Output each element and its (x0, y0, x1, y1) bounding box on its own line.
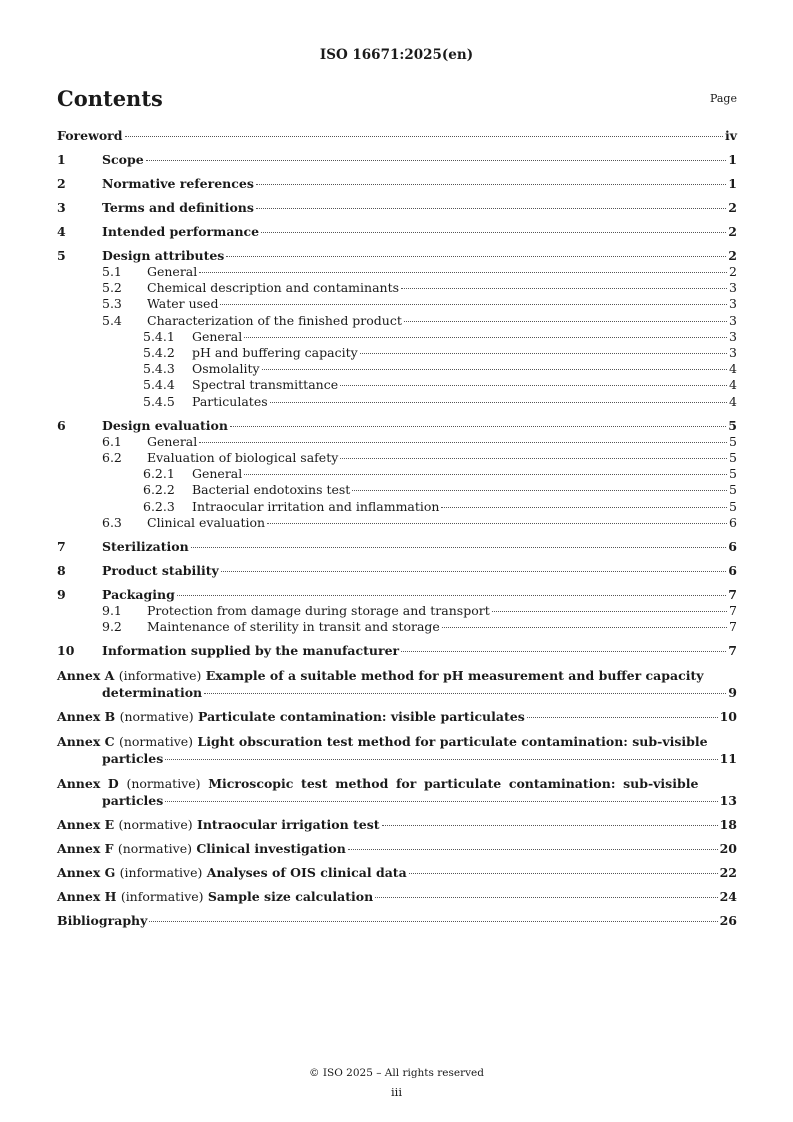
toc-entry-page: 5 (729, 466, 737, 482)
toc-entry-section-8[interactable] (57, 563, 737, 579)
dot-leader (204, 693, 726, 694)
dot-leader (165, 801, 717, 802)
toc-entry-section-5-4-5[interactable] (57, 394, 737, 410)
toc-entry-annex-b[interactable] (57, 709, 737, 725)
page-column-label: Page (709, 92, 737, 105)
toc-entry-title: Spectral transmittance (192, 377, 339, 393)
dot-leader (270, 402, 727, 403)
annex-kind: (normative) (126, 776, 201, 792)
dot-leader (375, 897, 717, 898)
toc-entry-title: Osmolality (192, 361, 260, 377)
toc-entry-number: 5.4.1 (143, 328, 175, 344)
dot-leader (256, 184, 726, 185)
toc-entry-page: 5 (729, 433, 737, 449)
dot-leader (191, 547, 727, 548)
dot-leader (244, 337, 727, 338)
toc-entry-title: Design evaluation (102, 417, 228, 433)
annex-title: Intraocular irrigation test (196, 817, 380, 833)
toc-entry-number: 5.4.4 (143, 377, 175, 393)
toc-entry-title: Protection from damage during storage and transport (147, 603, 490, 619)
toc-entry-title: Intraocular irritation and inflammation (192, 498, 440, 514)
toc-entry-page: 6 (729, 514, 737, 530)
toc-entry-page: 5 (728, 417, 737, 433)
toc-entry-number: 6.1 (102, 433, 122, 449)
dot-leader (352, 490, 727, 491)
toc-entry-number: 5.4.5 (143, 393, 175, 409)
dot-leader (409, 873, 718, 874)
dot-leader (404, 321, 727, 322)
dot-leader (267, 523, 727, 524)
toc-entry-section-10[interactable] (57, 643, 737, 659)
toc-entry-bibliography[interactable] (57, 913, 737, 929)
annex-label: Annex A (57, 668, 115, 684)
toc-entry-number: 9.2 (102, 619, 122, 635)
toc-entry-title: Bibliography (57, 913, 148, 929)
dot-leader (340, 458, 727, 459)
toc-entry-annex-f[interactable] (57, 841, 737, 857)
dot-leader (220, 304, 727, 305)
toc-entry-title: Design attributes (102, 248, 225, 263)
dot-leader (230, 426, 726, 427)
toc-entry-page: 13 (719, 793, 737, 809)
annex-title: Example of a suitable method for pH measurement and buffer capacity (205, 668, 704, 684)
toc-entry-number: 1 (57, 152, 66, 167)
annex-label: Annex F (57, 841, 114, 857)
toc-entry-number: 5 (57, 248, 66, 263)
toc-entry-section-9[interactable] (57, 587, 737, 603)
toc-entry-number: 5.4 (102, 312, 122, 328)
annex-label: Annex H (57, 889, 117, 905)
annex-title: Microscopic test method for particulate contamination: sub-visible (208, 776, 699, 792)
toc-entry-section-5-3[interactable] (57, 296, 737, 312)
toc-entry-page: 3 (729, 296, 737, 312)
toc-entry-page: 3 (729, 280, 737, 296)
toc-entry-section-5-4[interactable] (57, 313, 737, 329)
toc-entry-page: 20 (719, 841, 737, 857)
toc-entry-number: 4 (57, 224, 66, 239)
annex-kind: (informative) (119, 865, 203, 881)
toc-entry-page: iv (724, 128, 737, 143)
toc-entry-number: 6.2.1 (143, 466, 175, 482)
toc-entry-number: 5.2 (102, 280, 122, 296)
annex-label: Annex G (57, 865, 116, 881)
toc-entry-title: General (147, 264, 198, 279)
toc-entry-number: 6.3 (102, 514, 122, 530)
toc-entry-section-6-2[interactable] (57, 450, 737, 466)
toc-entry-title: Characterization of the finished product (147, 312, 402, 328)
toc-entry-page: 24 (719, 889, 737, 905)
toc-entry-section-4[interactable] (57, 224, 737, 240)
toc-entry-section-5-4-4[interactable] (57, 377, 737, 393)
toc-entry-title: Scope (102, 152, 144, 167)
annex-kind: (informative) (118, 668, 202, 684)
annex-title: Light obscuration test method for particulate contamination: sub-visible (197, 734, 708, 750)
toc-entry-number: 7 (57, 539, 66, 555)
page-number: iii (390, 1085, 403, 1099)
toc-entry-page: 11 (719, 751, 737, 767)
toc-entry-page: 3 (729, 328, 737, 344)
toc-entry-number: 6 (57, 417, 66, 433)
toc-entry-page: 5 (729, 498, 737, 514)
toc-entry-page: 5 (729, 450, 737, 466)
annex-title: Analyses of OIS clinical data (206, 865, 407, 881)
toc-entry-number: 5.4.3 (143, 361, 175, 377)
toc-entry-page: 1 (728, 152, 737, 167)
toc-entry-section-3[interactable] (57, 200, 737, 216)
toc-entry-section-6-2-3[interactable] (57, 499, 737, 515)
toc-entry-title: General (192, 466, 243, 482)
toc-entry-page: 3 (729, 345, 737, 361)
dot-leader (401, 288, 727, 289)
toc-entry-title: Packaging (102, 587, 175, 603)
toc-entry-section-5-1[interactable] (57, 264, 737, 280)
toc-entry-page: 4 (729, 377, 737, 393)
dot-leader (262, 369, 727, 370)
toc-entry-section-5[interactable] (57, 248, 737, 264)
annex-kind: (informative) (120, 889, 204, 905)
dot-leader (226, 256, 726, 257)
toc-entry-page: 10 (719, 709, 737, 725)
toc-entry-page: 2 (728, 200, 737, 215)
toc-entry-title: Water used (147, 296, 219, 312)
toc-entry-page: 4 (729, 361, 737, 377)
document-id: ISO 16671:2025(en) (319, 47, 474, 63)
toc-entry-section-5-2[interactable] (57, 280, 737, 296)
dot-leader (442, 627, 727, 628)
toc-entry-section-5-4-3[interactable] (57, 361, 737, 377)
toc-entry-title: Evaluation of biological safety (147, 450, 339, 466)
toc-entry-page: 6 (728, 539, 737, 555)
toc-entry-section-6[interactable] (57, 418, 737, 434)
dot-leader (165, 759, 717, 760)
annex-label: Annex E (57, 817, 115, 833)
toc-entry-page: 7 (729, 619, 737, 635)
toc-entry-annex-c[interactable] (57, 733, 737, 767)
toc-entry-annex-e[interactable] (57, 817, 737, 833)
toc-entry-number: 5.3 (102, 296, 122, 312)
dot-leader (340, 385, 727, 386)
toc-entry-page: 2 (728, 248, 737, 263)
toc-entry-number: 6.2.2 (143, 482, 175, 498)
toc-entry-title: Bacterial endotoxins test (192, 482, 351, 498)
toc-entry-page: 1 (728, 176, 737, 191)
dot-leader (348, 849, 718, 850)
toc-entry-title: Maintenance of sterility in transit and storage (147, 619, 440, 635)
dot-leader (221, 571, 726, 572)
toc-entry-title: Particulates (192, 393, 268, 409)
toc-entry-number: 9 (57, 587, 66, 603)
toc-entry-number: 6.2 (102, 450, 122, 466)
copyright-notice: © ISO 2025 – All rights reserved (309, 1067, 484, 1079)
annex-kind: (normative) (117, 841, 192, 857)
toc-entry-section-9-1[interactable] (57, 603, 737, 619)
toc-entry-title: pH and buffering capacity (192, 345, 358, 361)
toc-entry-title: Clinical evaluation (147, 514, 266, 530)
dot-leader (261, 232, 726, 233)
toc-entry-annex-h[interactable] (57, 889, 737, 905)
toc-entry-page: 7 (728, 587, 737, 603)
annex-kind: (normative) (118, 734, 194, 750)
annex-label: Annex D (57, 776, 119, 792)
toc-entry-page: 6 (728, 563, 737, 579)
toc-entry-section-1[interactable] (57, 152, 737, 168)
toc-entry-page: 5 (729, 482, 737, 498)
toc-entry-number: 10 (57, 643, 75, 659)
annex-title-continuation: particles (102, 793, 164, 809)
toc-entry-section-9-2[interactable] (57, 619, 737, 635)
toc-entry-section-6-2-2[interactable] (57, 482, 737, 498)
dot-leader (382, 825, 718, 826)
dot-leader (146, 160, 727, 161)
annex-kind: (normative) (119, 709, 194, 725)
toc-entry-title: Chemical description and contaminants (147, 280, 400, 296)
dot-leader (360, 353, 727, 354)
toc-entry-section-5-4-1[interactable] (57, 329, 737, 345)
dot-leader (199, 442, 727, 443)
toc-entry-section-5-4-2[interactable] (57, 345, 737, 361)
toc-entry-title: General (147, 433, 198, 449)
toc-entry-foreword[interactable] (57, 128, 737, 144)
toc-entry-number: 5.4.2 (143, 345, 175, 361)
dot-leader (401, 651, 726, 652)
dot-leader (177, 595, 726, 596)
toc-entry-number: 3 (57, 200, 66, 215)
toc-entry-page: 2 (729, 264, 737, 279)
annex-title-continuation: determination (102, 685, 203, 701)
toc-entry-section-2[interactable] (57, 176, 737, 192)
dot-leader (256, 208, 726, 209)
toc-entry-title: Information supplied by the manufacturer (102, 643, 400, 659)
dot-leader (527, 717, 718, 718)
toc-entry-page: 7 (728, 643, 737, 659)
annex-label: Annex B (57, 709, 116, 725)
toc-entry-section-6-2-1[interactable] (57, 466, 737, 482)
toc-entry-title: Product stability (102, 563, 219, 579)
toc-entry-title: Intended performance (102, 224, 260, 239)
annex-title: Clinical investigation (196, 841, 346, 857)
toc-entry-page: 22 (719, 865, 737, 881)
dot-leader (244, 474, 727, 475)
contents-title: Contents (57, 86, 163, 111)
dot-leader (125, 136, 723, 137)
toc-entry-annex-g[interactable] (57, 865, 737, 881)
toc-entry-page: 2 (728, 224, 737, 239)
toc-entry-title: Normative references (102, 176, 254, 191)
toc-entry-page: 7 (729, 603, 737, 619)
toc-entry-section-7[interactable] (57, 539, 737, 555)
dot-leader (441, 507, 727, 508)
toc-entry-title: Sterilization (102, 539, 189, 555)
annex-kind: (normative) (118, 817, 193, 833)
toc-entry-page: 26 (719, 913, 737, 929)
toc-entry-section-6-3[interactable] (57, 515, 737, 531)
table-of-contents (57, 128, 737, 929)
toc-entry-annex-a[interactable] (57, 667, 737, 701)
toc-entry-page: 3 (729, 312, 737, 328)
toc-entry-page: 18 (719, 817, 737, 833)
toc-entry-number: 5.1 (102, 264, 122, 279)
toc-entry-page: 4 (729, 393, 737, 409)
toc-entry-number: 6.2.3 (143, 498, 175, 514)
toc-entry-section-6-1[interactable] (57, 434, 737, 450)
annex-title-continuation: particles (102, 751, 164, 767)
toc-entry-title: Foreword (57, 128, 123, 143)
dot-leader (492, 611, 727, 612)
dot-leader (149, 921, 717, 922)
toc-entry-title: Terms and definitions (102, 200, 254, 215)
toc-entry-annex-d[interactable] (57, 775, 737, 809)
toc-entry-page: 9 (728, 685, 737, 701)
annex-title: Particulate contamination: visible particulates (198, 709, 525, 725)
annex-title: Sample size calculation (207, 889, 374, 905)
toc-entry-number: 8 (57, 563, 66, 579)
toc-entry-number: 2 (57, 176, 66, 191)
dot-leader (199, 272, 727, 273)
annex-label: Annex C (57, 734, 115, 750)
toc-entry-title: General (192, 328, 243, 344)
toc-entry-number: 9.1 (102, 603, 122, 619)
